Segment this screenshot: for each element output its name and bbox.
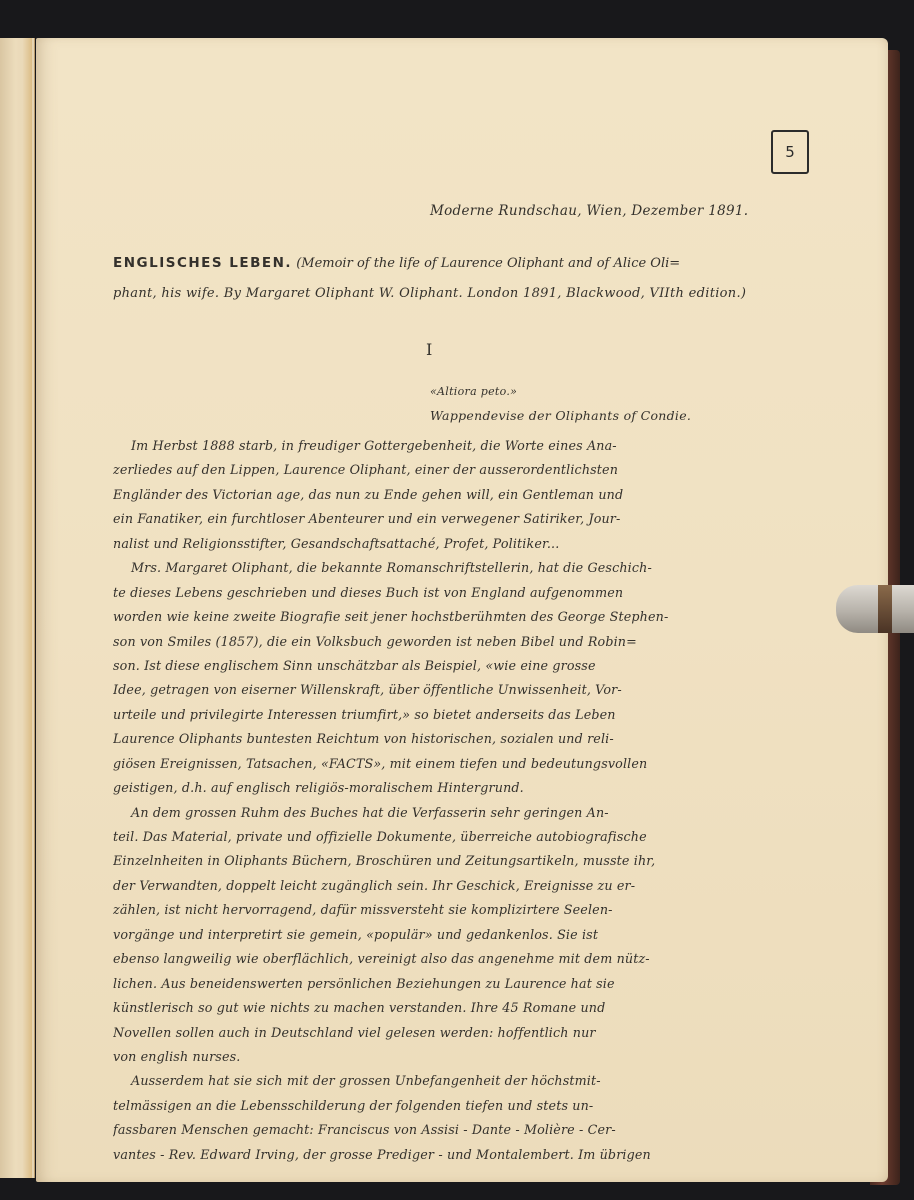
body-text-line: zählen, ist nicht hervorragend, dafür missversteht sie komplizirtere Seelen-	[113, 902, 613, 918]
body-text-line: te dieses Lebens geschrieben und dieses Buch ist von England aufgenommen	[113, 584, 624, 600]
body-text-line: fassbaren Menschen gemacht: Franciscus von Assisi - Dante - Molière - Cer-	[113, 1122, 616, 1138]
article-title-line-2: phant, his wife. By Margaret Oliphant W. Oliphant. London 1891, Blackwood, VIIth edition.)	[113, 286, 747, 301]
section-numeral: I	[426, 340, 433, 359]
body-text-line: telmässigen an die Lebensschilderung der folgenden tiefen und stets un-	[113, 1097, 594, 1113]
body-text-line: worden wie keine zweite Biografie seit jener hochstberühmten des George Stephen-	[113, 609, 669, 625]
motto: «Altiora peto.»	[430, 385, 518, 398]
body-text-line: Idee, getragen von eiserner Willenskraft, über öffentliche Unwissenheit, Vor-	[113, 682, 622, 698]
body-text-line: Ausserdem hat sie sich mit der grossen Unbefangenheit der höchstmit-	[131, 1073, 601, 1089]
body-text-line: An dem grossen Ruhm des Buches hat die Verfasserin sehr geringen An-	[131, 804, 609, 820]
body-text-line: giösen Ereignissen, Tatsachen, «FACTS», mit einem tiefen und bedeutungsvollen	[113, 755, 648, 771]
body-text-line: Engländer des Victorian age, das nun zu Ende gehen will, ein Gentleman und	[113, 486, 624, 502]
body-text-line: son. Ist diese englischem Sinn unschätzbar als Beispiel, «wie eine grosse	[113, 657, 596, 673]
dateline: Moderne Rundschau, Wien, Dezember 1891.	[430, 203, 749, 219]
body-text-line: vorgänge und interpretirt sie gemein, «populär» und gedankenlos. Sie ist	[113, 926, 599, 942]
article-title-line-1	[113, 255, 680, 271]
body-text-line: ein Fanatiker, ein furchtloser Abenteurer und ein verwegener Satiriker, Jour-	[113, 511, 621, 527]
body-text-line: urteile und privilegirte Interessen triumfirt,» so bietet anderseits das Leben	[113, 706, 616, 722]
body-text-line: son von Smiles (1857), die ein Volksbuch geworden ist neben Bibel und Robin=	[113, 633, 637, 649]
body-text	[113, 434, 785, 1167]
body-text-line: Mrs. Margaret Oliphant, die bekannte Romanschriftstellerin, hat die Geschich-	[131, 560, 652, 576]
body-text-line: von english nurses.	[113, 1048, 241, 1064]
body-text-line: lichen. Aus beneidenswerten persönlichen Beziehungen zu Laurence hat sie	[113, 975, 615, 991]
body-text-line: künstlerisch so gut wie nichts zu machen verstanden. Ihre 45 Romane und	[113, 1000, 606, 1016]
body-text-line: nalist und Religionsstifter, Gesandschaftsattaché, Profet, Politiker...	[113, 535, 560, 551]
body-text-line: Novellen sollen auch in Deutschland viel gelesen werden: hoffentlich nur	[113, 1024, 596, 1040]
body-text-line: vantes - Rev. Edward Irving, der grosse Prediger - und Montalembert. Im übrigen	[113, 1146, 651, 1162]
body-text-line: der Verwandten, doppelt leicht zugänglich sein. Ihr Geschick, Ereignisse zu er-	[113, 877, 636, 893]
page-clip	[836, 585, 914, 633]
article-title-subtitle: (Memoir of the life of Laurence Oliphant and of Alice Oli=	[296, 256, 681, 271]
body-text-line: teil. Das Material, private und offizielle Dokumente, überreiche autobiografische	[113, 829, 647, 844]
motto-source: Wappendevise der Oliphants of Condie.	[430, 408, 692, 423]
page-clip-band	[878, 585, 892, 633]
body-text-line: geistigen, d.h. auf englisch religiös-moralischem Hintergrund.	[113, 780, 524, 796]
body-text-line: Im Herbst 1888 starb, in freudiger Gottergebenheit, die Worte eines Ana-	[131, 438, 617, 453]
article-title: ENGLISCHES LEBEN.	[113, 255, 293, 271]
body-text-line: zerliedes auf den Lippen, Laurence Oliphant, einer der ausserordentlichsten	[113, 462, 619, 478]
body-text-line: Laurence Oliphants buntesten Reichtum von historischen, sozialen und reli-	[113, 731, 614, 747]
left-page-gilt-edge	[22, 38, 32, 1178]
body-text-line: ebenso langweilig wie oberflächlich, vereinigt also das angenehme mit dem nütz-	[113, 951, 650, 967]
body-text-line: Einzelnheiten in Oliphants Büchern, Broschüren und Zeitungsartikeln, musste ihr,	[113, 853, 656, 869]
page-number: 5	[771, 130, 809, 174]
